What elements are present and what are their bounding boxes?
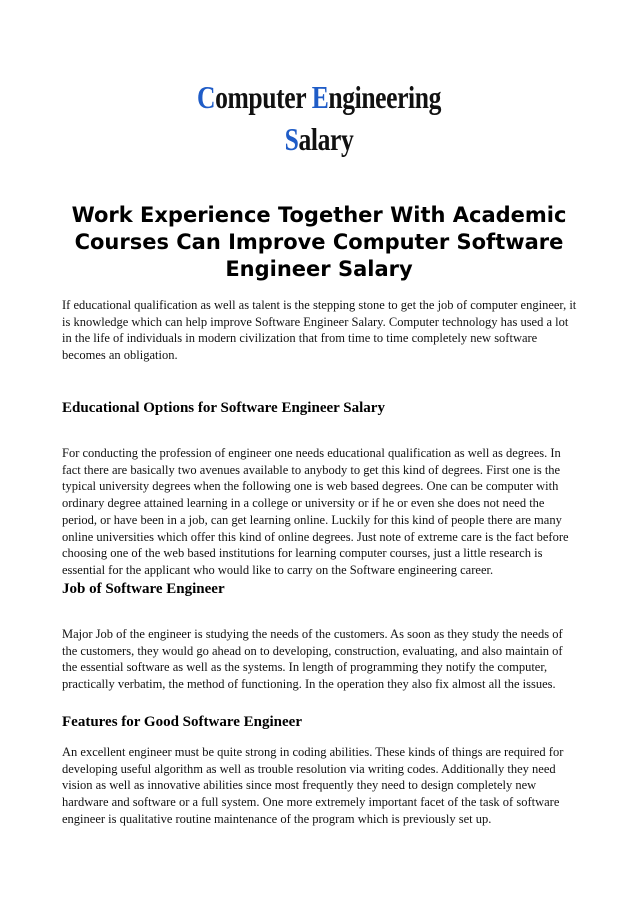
section-body-features: An excellent engineer must be quite strong in coding abilities. These kinds of things are required for developing useful algorithm as well as trouble resolution via writing codes. Additionally they need vision as well as innovative abilities since most frequently they need to design completely new hardware and software or a full system. One more extremely important facet of the task of software engineer is qualitative routine maintenance of the program which is previously set up. [62,745,564,826]
intro-paragraph: If educational qualification as well as talent is the stepping stone to get the job of computer engineer, it is knowledge which can help improve Software Engineer Salary. Computer technology has used a lot in the life of individuals in modern civilization that from time to time completely new software becomes an obligation. [62,298,577,363]
logo-line-1 [184,78,454,116]
logo-text-ngineering: ngineering [328,79,441,115]
logo-initial-e: E [311,79,329,115]
logo-text-omputer: omputer [215,79,312,115]
section-heading-job: Job of Software Engineer [62,581,225,597]
section-heading-features: Features for Good Software Engineer [62,714,302,730]
page-title: Work Experience Together With Academic Courses Can Improve Computer Software Engineer Salary [71,203,567,281]
section-body-educational-options: For conducting the profession of engineer one needs educational qualification as well as degrees. In fact there are basically two avenues available to anybody to get this kind of degrees. First one is the typical university degrees when the following one is web based degrees. One can be computer with ordinary degree attained learning in a college or university or if he or even she does not need the period, or have been in a job, can get learning online. Luckily for this kind of people there are many online universities which offer this kind of online degrees. Just note of extreme care is the fact before choosing one of the web based institutions for learning computer courses, just a little research is essential for the applicant who would like to carry on the Software engineering career. [62,446,569,577]
site-logo [150,78,488,162]
logo-initial-c: C [197,79,216,115]
logo-text-alary: alary [298,121,354,157]
logo-line-2 [184,120,454,158]
logo-initial-s: S [284,121,299,157]
section-body-job: Major Job of the engineer is studying the needs of the customers. As soon as they study the needs of the customers, they would go ahead on to developing, construction, evaluating, and also maintain of the essential software as well as the systems. In length of programming they notify the computer, practically verbatim, the method of functioning. In the operation they also fix almost all the issues. [62,627,563,692]
section-heading-educational-options: Educational Options for Software Engineer Salary [62,400,385,416]
